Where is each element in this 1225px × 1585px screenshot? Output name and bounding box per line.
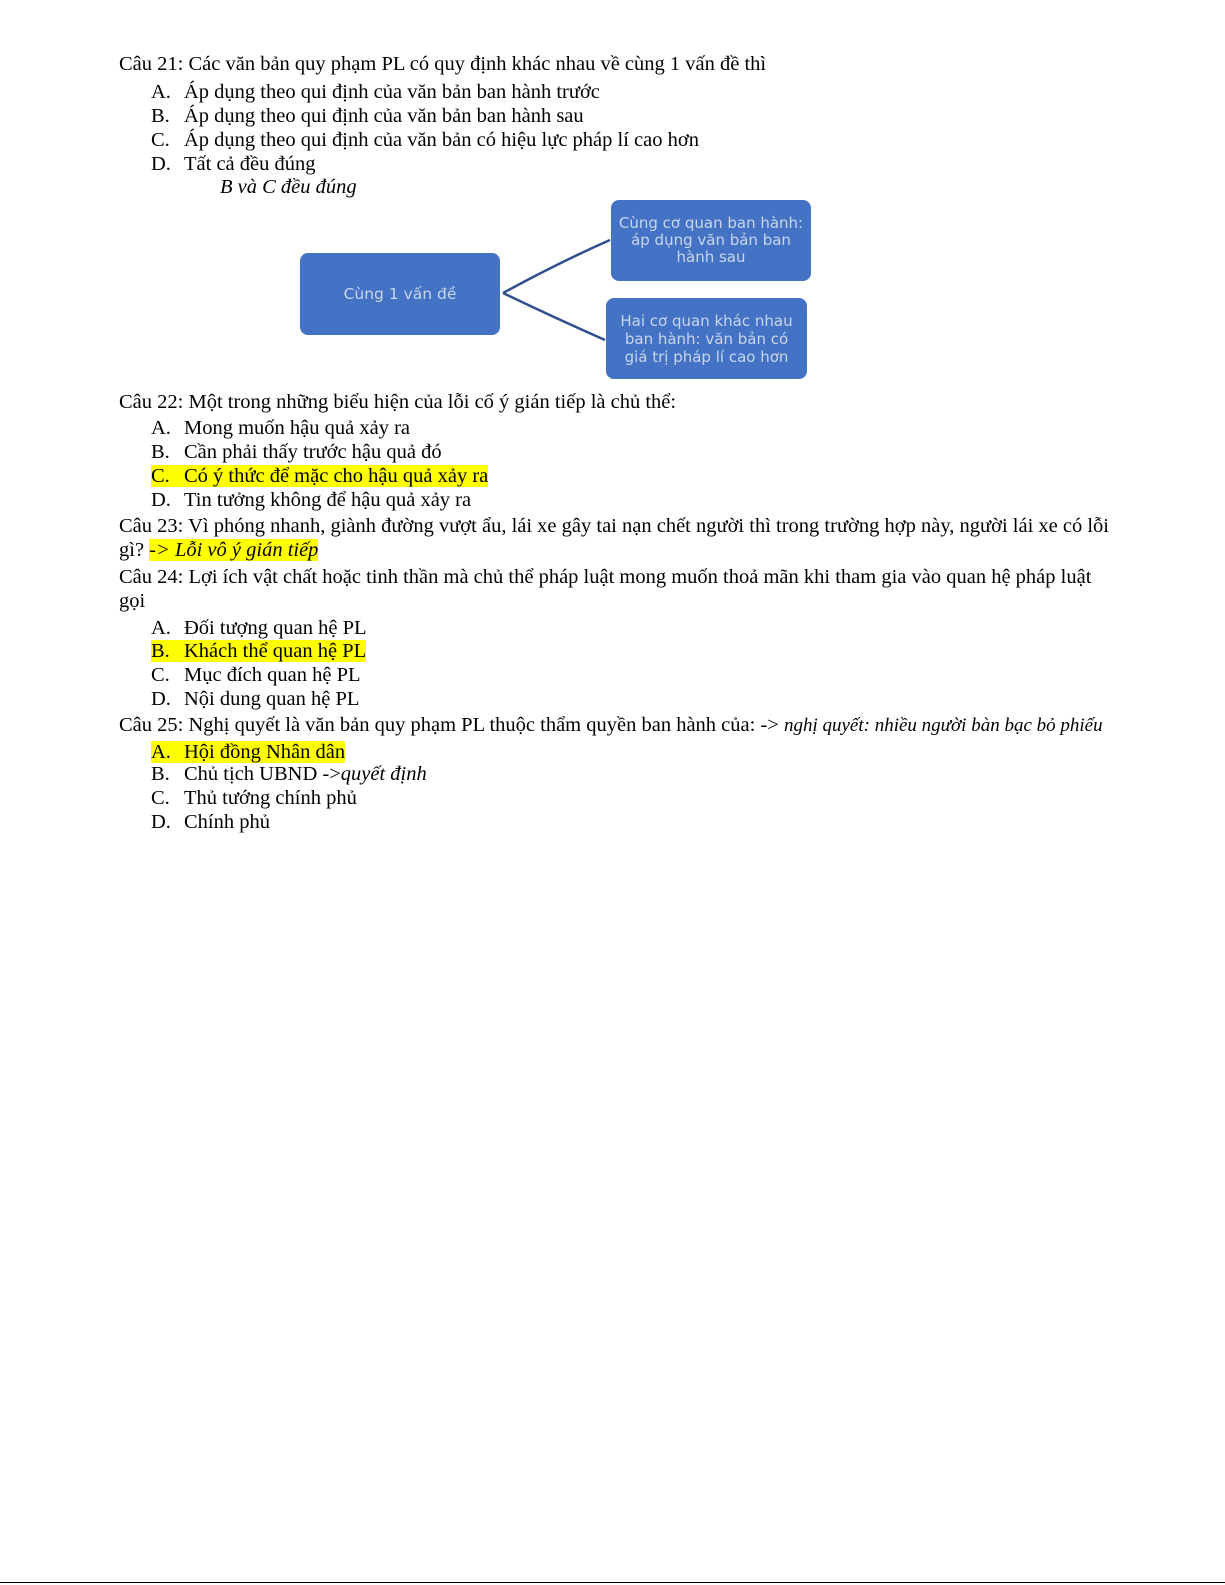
option-text: Tất cả đều đúng bbox=[184, 153, 316, 175]
question-23-line1: Câu 23: Vì phóng nhanh, giành đường vượt ẩu, lái xe gây tai nạn chết người thì trong trường hợp này, người lái xe có lỗi bbox=[119, 515, 1109, 537]
q23-answer: -> Lỗi vô ý gián tiếp bbox=[149, 539, 319, 561]
option-letter: B. bbox=[151, 441, 170, 463]
option-text: Thủ tướng chính phủ bbox=[184, 787, 357, 809]
q25-option-d bbox=[151, 810, 270, 834]
option-letter: D. bbox=[151, 811, 171, 833]
q22-option-b bbox=[151, 440, 442, 464]
option-letter: D. bbox=[151, 688, 171, 710]
q25-question-text: Câu 25: Nghị quyết là văn bản quy phạm PL thuộc thẩm quyền ban hành của: -> bbox=[119, 714, 784, 736]
q22-option-d bbox=[151, 488, 471, 512]
diagram-branch-top-box bbox=[611, 200, 811, 281]
option-letter: A. bbox=[151, 617, 171, 639]
option-letter: A. bbox=[151, 417, 171, 439]
option-text: Mong muốn hậu quả xảy ra bbox=[184, 417, 411, 439]
branch-bottom-line: ban hành: văn bản có bbox=[624, 329, 789, 348]
question-24-line2: gọi bbox=[119, 590, 146, 612]
q25-option-a bbox=[151, 740, 345, 764]
option-text: Nội dung quan hệ PL bbox=[184, 688, 360, 710]
connector-bottom bbox=[503, 293, 605, 340]
option-text: Có ý thức để mặc cho hậu quả xảy ra bbox=[184, 465, 489, 487]
question-21: Câu 21: Các văn bản quy phạm PL có quy định khác nhau về cùng 1 vấn đề thì bbox=[119, 53, 767, 75]
option-text: Khách thể quan hệ PL bbox=[184, 640, 367, 662]
q24-option-b bbox=[151, 639, 366, 663]
option-text: Đối tượng quan hệ PL bbox=[184, 617, 367, 639]
diagram-branch-bottom-box bbox=[606, 298, 807, 379]
q21-note: B và C đều đúng bbox=[220, 176, 357, 198]
option-letter: A. bbox=[151, 81, 171, 103]
q23-question-end: gì? bbox=[119, 539, 150, 561]
branch-top-line: hành sau bbox=[676, 248, 746, 266]
option-text: Chủ tịch UBND -> bbox=[184, 763, 341, 785]
q24-option-a bbox=[151, 616, 367, 640]
q25-note: nghị quyết: nhiều người bàn bạc bỏ phiếu bbox=[783, 715, 1103, 736]
branch-bottom-line: Hai cơ quan khác nhau bbox=[620, 311, 793, 330]
q25-option-c bbox=[151, 786, 357, 810]
option-letter: C. bbox=[151, 787, 170, 809]
q25-option-b bbox=[151, 762, 427, 786]
option-text: Hội đồng Nhân dân bbox=[184, 741, 346, 763]
highlighted-answer bbox=[151, 465, 488, 487]
question-25 bbox=[119, 713, 1103, 738]
option-note: quyết định bbox=[340, 763, 427, 785]
diagram-root-label: Cùng 1 vấn đề bbox=[343, 285, 457, 303]
option-letter: A. bbox=[151, 741, 171, 763]
option-letter: C. bbox=[151, 465, 170, 487]
q24-option-c bbox=[151, 663, 361, 687]
option-letter: C. bbox=[151, 129, 170, 151]
option-letter: B. bbox=[151, 640, 170, 662]
option-letter: B. bbox=[151, 105, 170, 127]
branch-top-line: Cùng cơ quan ban hành: bbox=[618, 214, 804, 232]
q22-option-a bbox=[151, 416, 410, 440]
highlighted-answer bbox=[151, 741, 345, 763]
option-text: Mục đích quan hệ PL bbox=[184, 664, 361, 686]
option-text: Áp dụng theo qui định của văn bản ban hành sau bbox=[184, 105, 584, 127]
option-letter: D. bbox=[151, 489, 171, 511]
option-text: Chính phủ bbox=[184, 811, 270, 833]
option-text: Áp dụng theo qui định của văn bản ban hành trước bbox=[184, 81, 600, 103]
highlighted-answer bbox=[151, 640, 366, 662]
q22-option-c bbox=[151, 464, 488, 488]
question-23-line2 bbox=[119, 538, 318, 562]
option-text: Tin tưởng không để hậu quả xảy ra bbox=[184, 489, 472, 511]
q24-option-d bbox=[151, 687, 359, 711]
option-letter: C. bbox=[151, 664, 170, 686]
connector-top bbox=[503, 240, 610, 293]
option-letter: D. bbox=[151, 153, 171, 175]
branch-top-line: áp dụng văn bản ban bbox=[631, 231, 791, 249]
option-letter: B. bbox=[151, 763, 170, 785]
page-bottom-rule bbox=[0, 1582, 1225, 1583]
branch-bottom-line: giá trị pháp lí cao hơn bbox=[624, 347, 789, 366]
option-text: Áp dụng theo qui định của văn bản có hiệu lực pháp lí cao hơn bbox=[184, 129, 699, 151]
option-text: Cần phải thấy trước hậu quả đó bbox=[184, 441, 442, 463]
question-24-line1: Câu 24: Lợi ích vật chất hoặc tinh thần mà chủ thể pháp luật mong muốn thoả mãn khi tham gia vào quan hệ pháp luật bbox=[119, 566, 1092, 588]
diagram-root-box bbox=[300, 253, 500, 335]
question-22: Câu 22: Một trong những biểu hiện của lỗi cố ý gián tiếp là chủ thể: bbox=[119, 391, 677, 413]
